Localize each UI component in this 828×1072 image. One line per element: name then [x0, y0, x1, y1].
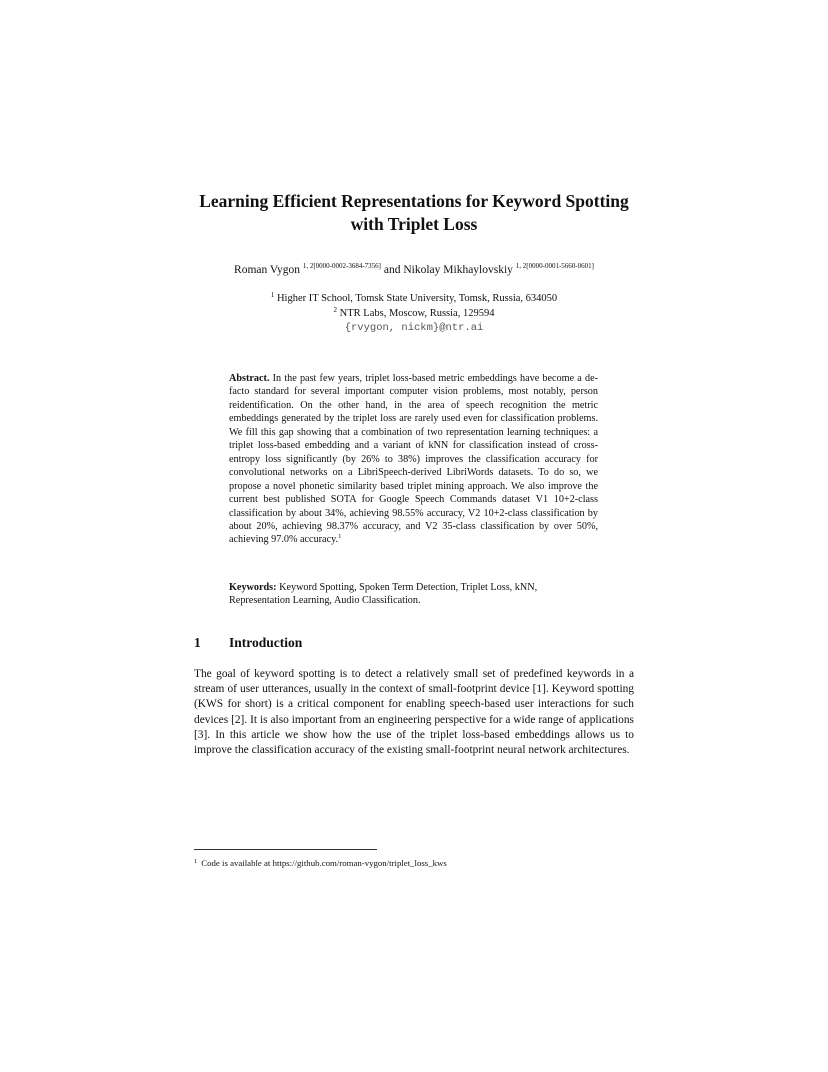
author-1-name: Roman Vygon	[234, 264, 300, 276]
footnote-text: Code is available at https://github.com/roman-vygon/triplet_loss_kws	[201, 858, 447, 868]
author-email: {rvygon, nickm}@ntr.ai	[344, 322, 484, 334]
author-line	[150, 262, 678, 278]
author-conjunction: and	[383, 264, 401, 276]
affiliation-2-mark: 2	[333, 305, 338, 314]
author-1-affiliation-orcid: 1, 2[0000-0002-3684-7356]	[302, 262, 381, 270]
affiliation-1	[150, 292, 678, 307]
section-title: Introduction	[229, 635, 303, 650]
affiliation-1-mark: 1	[270, 291, 275, 299]
affiliation-1-text: Higher IT School, Tomsk State University, Tomsk, Russia, 634050	[276, 293, 558, 304]
paper-title	[150, 190, 678, 236]
abstract-text: In the past few years, triplet loss-based metric embeddings have become a de-facto standard for several important computer vision problems, most notably, person reidentification. On the other hand, in the area of speech recognition the metric embeddings generated by the triplet loss are rarely used even for classification problems. We fill this gap showing that a combination of two representation learning techniques: a triplet loss-based embedding and a variant of kNN for classification instead of cross-entropy loss significantly (by 26% to 38%) improves the classification accuracy for convolutional networks on a LibriSpeech-derived LibriWords datasets. To do so, we propose a novel phonetic similarity based triplet mining approach. We also improve the current best published SOTA for Google Speech Commands dataset V1 10+2-class classification by about 34%, achieving 98.55% accuracy, V2 10+2-class classification by about 20%, achieving 98.37% accuracy, and V2 35-class classification by over 50%, achieving 97.0% accuracy.	[229, 373, 598, 546]
paper-title-line-2: with Triplet Loss	[350, 214, 478, 234]
keywords-label: Keywords:	[229, 582, 277, 593]
keywords	[229, 581, 598, 608]
affiliation-2	[150, 307, 678, 322]
author-2-name: Nikolay Mikhaylovskiy	[403, 264, 513, 276]
paper-title-line-1: Learning Efficient Representations for Keyword Spotting	[199, 191, 629, 211]
affiliation-2-text: NTR Labs, Moscow, Russia, 129594	[339, 307, 495, 319]
intro-paragraph: The goal of keyword spotting is to detect a relatively small set of predefined keywords in a stream of user utterances, usually in the context of small-footprint device [1]. Keyword spotting (KWS for short) is a critical component for enabling speech-based user interactions for such devices [2]. It is also important from an engineering perspective for a wide range of applications [3]. In this article we show how the use of the triplet loss-based embeddings allows us to improve the classification accuracy of the existing small-footprint neural network architectures.	[194, 668, 634, 757]
abstract-label: Abstract.	[229, 373, 270, 384]
footnote	[194, 857, 634, 869]
abstract	[229, 372, 598, 547]
section-number: 1	[194, 635, 201, 650]
author-2-affiliation-orcid: 1, 2[0000-0001-5660-0601]	[515, 262, 594, 270]
section-heading	[194, 634, 634, 652]
footnote-divider	[194, 849, 377, 850]
affiliations	[150, 292, 678, 336]
keywords-text: Keyword Spotting, Spoken Term Detection, Triplet Loss, kNN, Representation Learning, Audio Classification.	[229, 582, 538, 607]
footnote-mark: 1	[194, 858, 198, 865]
abstract-footnote-mark: 1	[338, 533, 342, 541]
